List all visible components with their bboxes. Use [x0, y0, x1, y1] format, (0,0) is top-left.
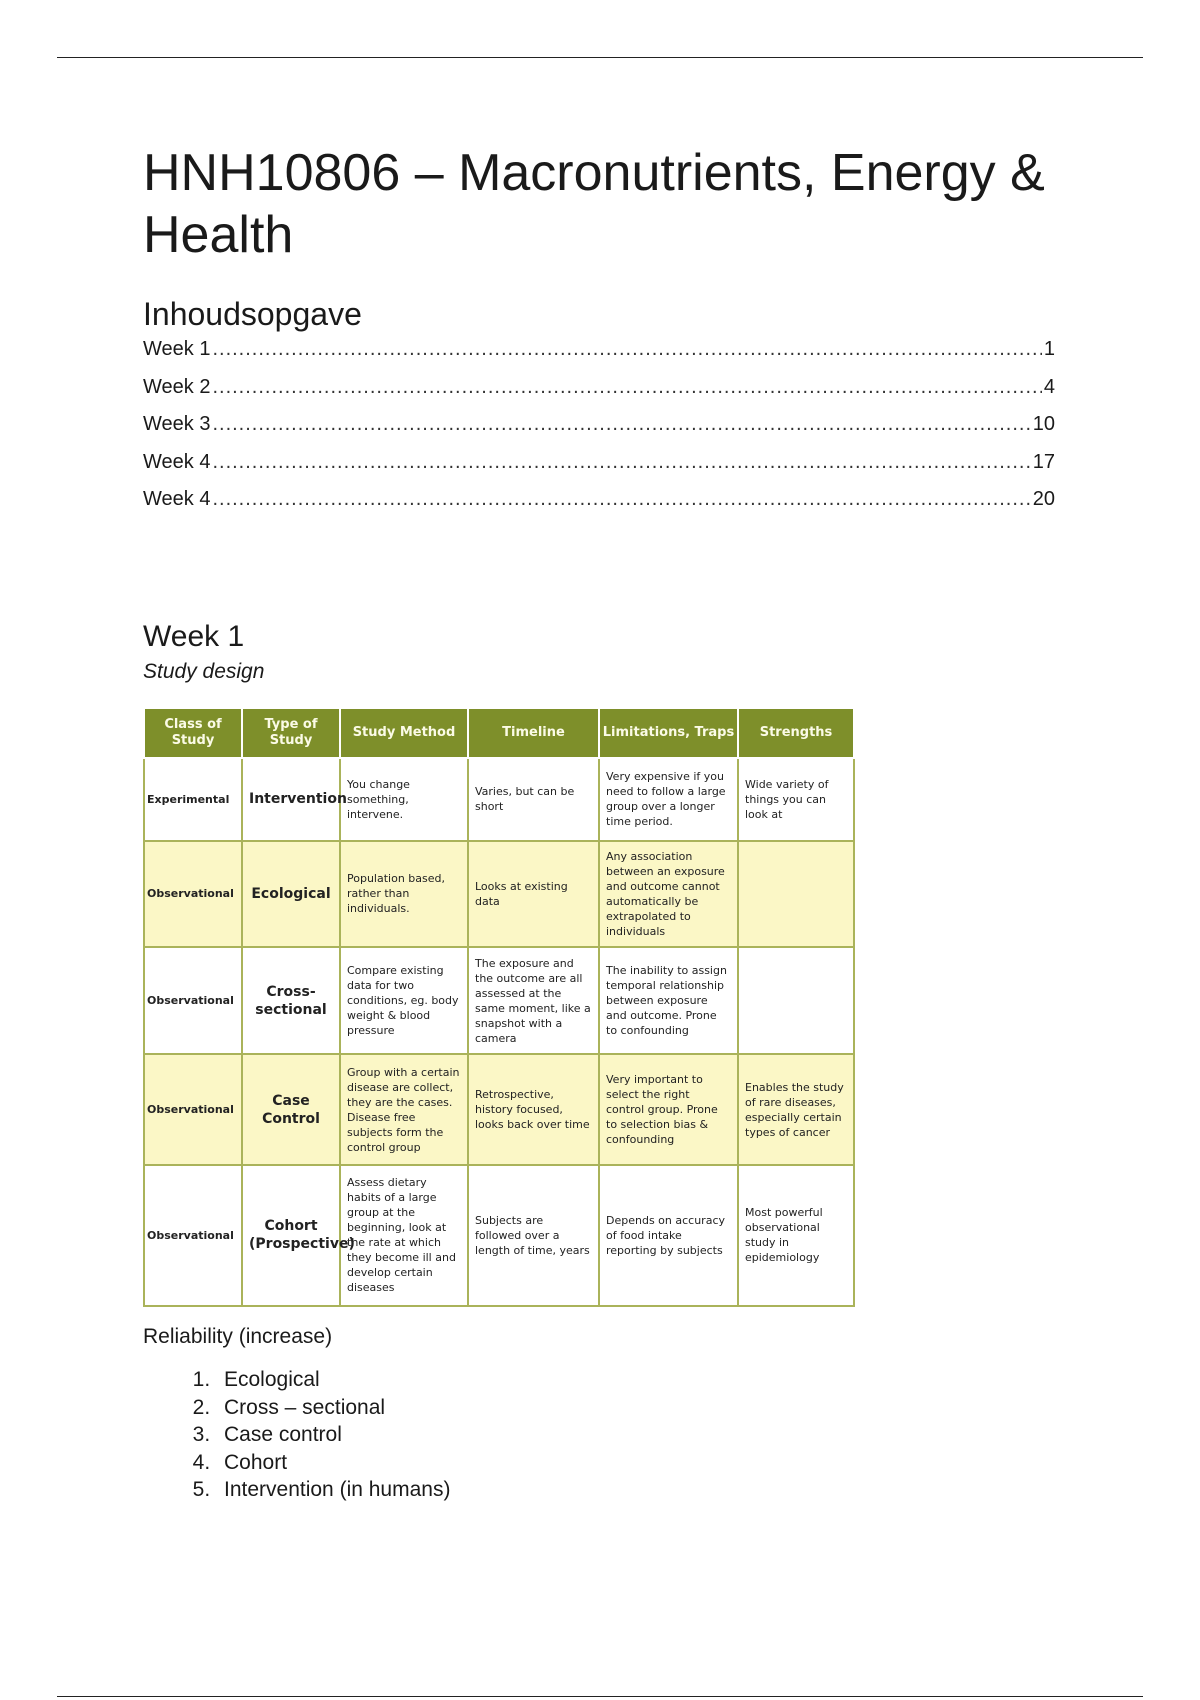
table-cell: Ecological [242, 841, 340, 948]
table-cell: Enables the study of rare diseases, especially certain types of cancer [738, 1054, 854, 1165]
toc-entry-page: 17 [1032, 450, 1055, 473]
toc-entry-label: Week 4 [143, 488, 211, 510]
toc-leader-dots [212, 449, 1030, 475]
toc-leader-dots [212, 374, 1041, 400]
toc-entry[interactable] [143, 449, 1055, 487]
table-cell [738, 947, 854, 1054]
week-1-heading: Week 1 [143, 620, 245, 653]
toc-entry-label: Week 1 [143, 338, 211, 360]
table-cell: The inability to assign temporal relationship between exposure and outcome. Prone to confounding [599, 947, 738, 1054]
table-row [144, 758, 854, 841]
toc-entry[interactable] [143, 486, 1055, 524]
reliability-list [143, 1366, 450, 1504]
table-cell: Experimental [144, 758, 242, 841]
table-cell: Observational [144, 1054, 242, 1165]
table-row [144, 1165, 854, 1306]
table-cell: Wide variety of things you can look at [738, 758, 854, 841]
study-design-subheading: Study design [143, 660, 265, 683]
table-cell: Very important to select the right control group. Prone to selection bias & confounding [599, 1054, 738, 1165]
table-row [144, 841, 854, 948]
list-item: 4. Cohort [216, 1449, 450, 1477]
table-cell: Cohort (Prospective) [242, 1165, 340, 1306]
toc-leader-dots [212, 486, 1030, 512]
bottom-rule [57, 1696, 1143, 1697]
table-cell: Depends on accuracy of food intake reporting by subjects [599, 1165, 738, 1306]
table-cell: Most powerful observational study in epidemiology [738, 1165, 854, 1306]
table-cell: Case Control [242, 1054, 340, 1165]
toc-leader-dots [212, 336, 1041, 362]
toc-entry[interactable] [143, 336, 1055, 374]
list-item: 3. Case control [216, 1421, 450, 1449]
toc-entry-label: Week 3 [143, 413, 211, 435]
table-cell: Varies, but can be short [468, 758, 599, 841]
table-cell: Retrospective, history focused, looks back over time [468, 1054, 599, 1165]
table-header-cell: Timeline [468, 708, 599, 758]
toc-entry-label: Week 2 [143, 375, 211, 398]
table-header-cell: Strengths [738, 708, 854, 758]
list-item: 2. Cross – sectional [216, 1394, 450, 1422]
study-design-table [143, 707, 855, 1307]
toc-entry-page: 4 [1043, 375, 1055, 398]
table-cell: Any association between an exposure and outcome cannot automatically be extrapolated to individuals [599, 841, 738, 948]
toc-entry-page: 20 [1032, 488, 1055, 510]
table-cell: The exposure and the outcome are all assessed at the same moment, like a snapshot with a camera [468, 947, 599, 1054]
document-title: HNH10806 – Macronutrients, Energy & Health [143, 144, 1045, 264]
table-row [144, 1054, 854, 1165]
toc-heading: Inhoudsopgave [143, 296, 362, 332]
table-cell: Observational [144, 947, 242, 1054]
table-header-cell: Study Method [340, 708, 468, 758]
reliability-heading: Reliability (increase) [143, 1325, 333, 1348]
table-of-contents [143, 336, 1055, 524]
toc-entry-page: 1 [1043, 338, 1055, 360]
table-cell: Compare existing data for two conditions, eg. body weight & blood pressure [340, 947, 468, 1054]
table-cell: Intervention [242, 758, 340, 841]
table-row [144, 947, 854, 1054]
table-header-cell: Limitations, Traps [599, 708, 738, 758]
toc-entry[interactable] [143, 374, 1055, 412]
table-cell: Group with a certain disease are collect, they are the cases. Disease free subjects form the control group [340, 1054, 468, 1165]
table-cell: Population based, rather than individuals. [340, 841, 468, 948]
list-item: 1. Ecological [216, 1366, 450, 1394]
table-cell: You change something, intervene. [340, 758, 468, 841]
list-item: 5. Intervention (in humans) [216, 1476, 450, 1504]
table-cell: Observational [144, 841, 242, 948]
table-cell [738, 841, 854, 948]
table-cell: Cross-sectional [242, 947, 340, 1054]
toc-leader-dots [212, 411, 1030, 437]
top-rule [57, 57, 1143, 58]
table-cell: Observational [144, 1165, 242, 1306]
table-header-cell: Type of Study [242, 708, 340, 758]
table-cell: Looks at existing data [468, 841, 599, 948]
toc-entry-page: 10 [1032, 413, 1055, 435]
toc-entry[interactable] [143, 411, 1055, 449]
table-header-row [144, 708, 854, 758]
table-cell: Assess dietary habits of a large group at the beginning, look at the rate at which they become ill and develop certain diseases [340, 1165, 468, 1306]
table-cell: Subjects are followed over a length of time, years [468, 1165, 599, 1306]
table-cell: Very expensive if you need to follow a large group over a longer time period. [599, 758, 738, 841]
toc-entry-label: Week 4 [143, 450, 211, 473]
table-header-cell: Class of Study [144, 708, 242, 758]
